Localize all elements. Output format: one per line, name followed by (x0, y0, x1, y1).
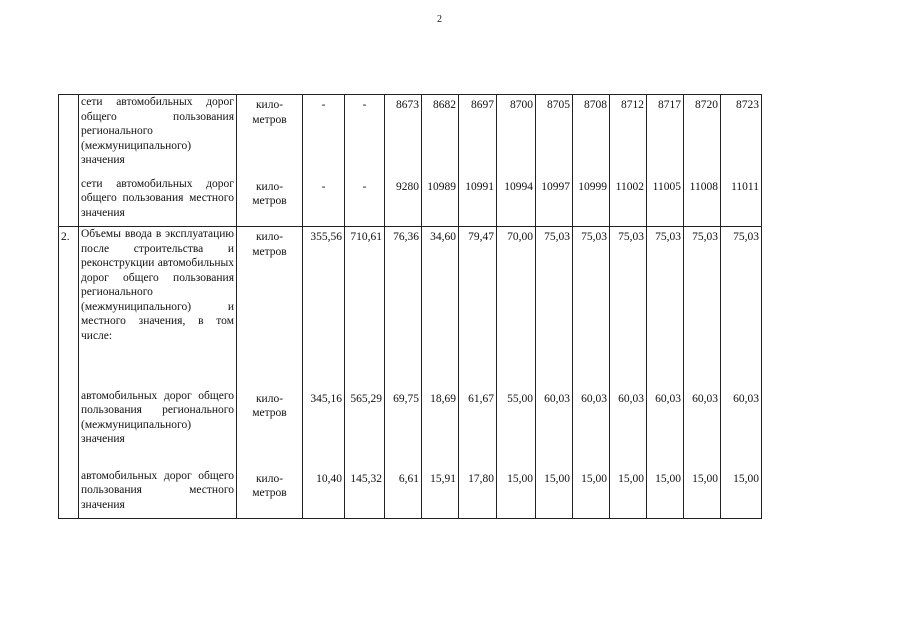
value-cell: 10989 (422, 177, 459, 227)
row-unit: кило-метров (237, 177, 303, 227)
indicators-table (58, 94, 762, 519)
row-unit: кило-метров (237, 469, 303, 519)
value-cell: 11008 (684, 177, 721, 227)
value-cell: 10999 (573, 177, 610, 227)
value-cell: 15,00 (721, 469, 762, 519)
value-cell: 11002 (610, 177, 647, 227)
value-cell: 69,75 (385, 389, 422, 469)
table-row (59, 469, 762, 519)
value-cell: 60,03 (647, 389, 684, 469)
row-unit: кило-метров (237, 95, 303, 177)
value-cell: 10997 (536, 177, 573, 227)
row-unit: кило-метров (237, 227, 303, 389)
value-cell: - (345, 177, 385, 227)
row-index (59, 177, 79, 227)
value-cell: 60,03 (610, 389, 647, 469)
value-cell: 345,16 (303, 389, 345, 469)
value-cell: 76,36 (385, 227, 422, 389)
value-cell: 75,03 (610, 227, 647, 389)
value-cell: 79,47 (459, 227, 497, 389)
value-cell: 55,00 (497, 389, 536, 469)
row-index (59, 469, 79, 519)
value-cell: 8708 (573, 95, 610, 177)
value-cell: 60,03 (721, 389, 762, 469)
value-cell: 15,00 (610, 469, 647, 519)
value-cell: 8717 (647, 95, 684, 177)
value-cell: 11005 (647, 177, 684, 227)
value-cell: 34,60 (422, 227, 459, 389)
value-cell: 10994 (497, 177, 536, 227)
value-cell: 75,03 (647, 227, 684, 389)
table-row (59, 389, 762, 469)
value-cell: 70,00 (497, 227, 536, 389)
row-description: сети автомобильных дорог общего пользования местного значения (79, 177, 237, 227)
value-cell: 145,32 (345, 469, 385, 519)
value-cell: 6,61 (385, 469, 422, 519)
value-cell: 15,00 (536, 469, 573, 519)
value-cell: 8673 (385, 95, 422, 177)
value-cell: 75,03 (573, 227, 610, 389)
value-cell: 61,67 (459, 389, 497, 469)
value-cell: 8712 (610, 95, 647, 177)
value-cell: 15,00 (573, 469, 610, 519)
value-cell: 355,56 (303, 227, 345, 389)
row-description: автомобильных дорог общего пользования регионального (межмуниципального) значения (79, 389, 237, 469)
table-row (59, 95, 762, 177)
value-cell: 60,03 (573, 389, 610, 469)
value-cell: 8700 (497, 95, 536, 177)
row-description: автомобильных дорог общего пользования местного значения (79, 469, 237, 519)
value-cell: - (303, 95, 345, 177)
value-cell: 60,03 (536, 389, 573, 469)
value-cell: 18,69 (422, 389, 459, 469)
value-cell: 75,03 (721, 227, 762, 389)
value-cell: 565,29 (345, 389, 385, 469)
table-row (59, 177, 762, 227)
value-cell: 8682 (422, 95, 459, 177)
value-cell: 75,03 (684, 227, 721, 389)
row-index (59, 389, 79, 469)
value-cell: 9280 (385, 177, 422, 227)
value-cell: 710,61 (345, 227, 385, 389)
row-unit: кило-метров (237, 389, 303, 469)
value-cell: 17,80 (459, 469, 497, 519)
value-cell: 15,00 (647, 469, 684, 519)
value-cell: 15,00 (684, 469, 721, 519)
page-number: 2 (437, 14, 442, 25)
value-cell: 75,03 (536, 227, 573, 389)
value-cell: 15,00 (497, 469, 536, 519)
row-index (59, 95, 79, 177)
value-cell: - (303, 177, 345, 227)
value-cell: - (345, 95, 385, 177)
value-cell: 8723 (721, 95, 762, 177)
value-cell: 15,91 (422, 469, 459, 519)
row-description: сети автомобильных дорог общего пользования регионального (межмуниципального) значения (79, 95, 237, 177)
value-cell: 8697 (459, 95, 497, 177)
value-cell: 10991 (459, 177, 497, 227)
value-cell: 60,03 (684, 389, 721, 469)
value-cell: 11011 (721, 177, 762, 227)
indicators-table-wrap (58, 94, 762, 519)
value-cell: 10,40 (303, 469, 345, 519)
row-description: Объемы ввода в эксплуатацию после строительства и реконструкции автомобильных дорог общего пользования регионального (межмуниципального) и местного значения, в том числе: (79, 227, 237, 389)
row-index: 2. (59, 227, 79, 389)
value-cell: 8720 (684, 95, 721, 177)
value-cell: 8705 (536, 95, 573, 177)
table-row (59, 227, 762, 389)
